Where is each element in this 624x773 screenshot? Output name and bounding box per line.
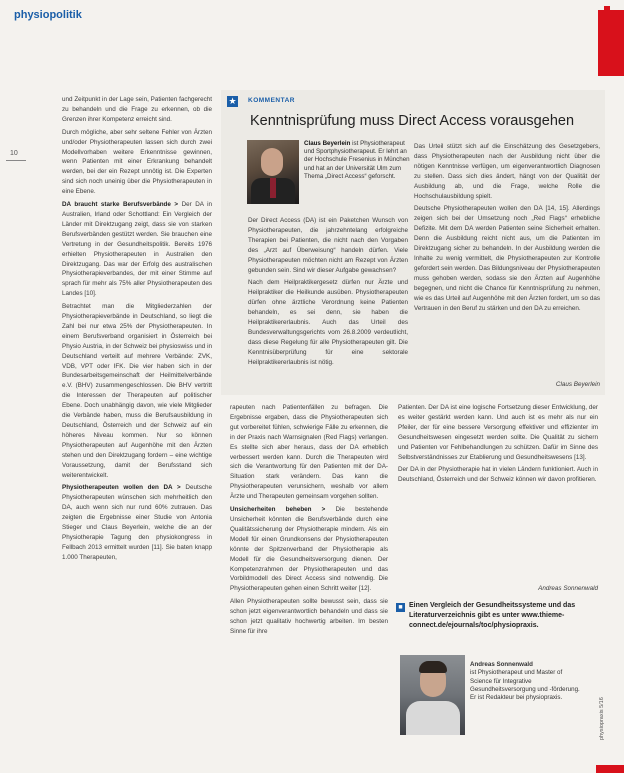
- mid-column: [230, 403, 388, 768]
- page-number-rule: [6, 160, 26, 161]
- paragraph: Nach dem Heilpraktikergesetz dürfen nur Ärzte und Heilpraktiker die Heilkunde ausüben. Physiotherapeuten dürfen ohne ärztliche Verordnung keine Patienten behandeln, es sei denn, sie haben die Heilpraktikererlaubnis. Auch das Urteil des Bundesverwaltungsgerichts vom 26.8.2009 verdeutlicht, dass diese Regelung für alle Physiotherapeuten gilt. Die Kenntnisüberprüfung für eine sektorale Heilpraktikererlaubnis ist nötig.: [248, 279, 408, 366]
- corner-marker: [596, 765, 624, 773]
- commentary-col-1: [248, 216, 408, 388]
- paragraph: Deutsche Physiotherapeuten wollen den DA [14, 15]. Allerdings zeigen sich bei der Umsetzung noch „Red Flags“ erhebliche Defizite. Mit dem DA werden Patienten seine Sicherheit erhalten. Denn die Ausbildung reicht nicht aus, um die Patienten im Direktzugang sicher zu behandeln. In der Ausbildung werden die Inhalte zu wenig vermittelt, die Physiotherapeuten zur Kontrolle gefordert sein werden. Das Bildungsniveau der Physiotherapeuten muss gehoben werden, sodass sie den Ärzten auf Augenhöhe begegnen, und nicht die Chance für Kenntnisprüfung zu nehmen, wie es das Urteil auf Augenhöhe mit den Ärzten fordert, um so das Vertrauen in den Beruf zu stärken und den DA zu erreichen.: [414, 205, 600, 312]
- section-prefix: physio: [14, 9, 50, 21]
- paragraph-heading: DA braucht starke Berufsverbände >: [62, 201, 179, 209]
- author-bio: ist Physiotherapeut und Sportphysiotherapeut. Er lehrt an der Hochschule Fresenius in München und hat an der Universität Ulm zum Thema „Direct Access“ geforscht.: [304, 140, 410, 180]
- paragraph-heading: Unsicherheiten beheben >: [230, 506, 326, 514]
- paragraph: Physiotherapeuten wollen den DA > Deutsche Physiotherapeuten wünschen sich mehrheitlich den DA, auch wenn sich nur rund 60% zutrauen. Das zeigten die Ergebnisse einer Studie von Antonia Stieger und Claus Beyerlein, welche die an der Physiotherapie Tagung den physiokongress in Fellbach 2013 ermittelt wurden [11]. Sie baten knapp 1.000 Therapeuten,: [62, 484, 212, 561]
- author-name: Claus Beyerlein: [304, 140, 351, 147]
- author-photo: [247, 140, 299, 204]
- paragraph: Unsicherheiten beheben > Die bestehende Unsicherheit könnten die Berufsverbände durch eine Qualitätssicherung der Physiotherapie mindern. Als ein Modell für einen Grundkonsens der Physiotherapeuten könnte der Spitzenverband der Physiotherapie als Modell für die Gesundheitsversorgung dienen. Der Kompetenzrahmen der Physiotherapeuten und das Vorbildmodell des Direct Access sind notwendig. Die Physiotherapeuten gehen einen Schritt weiter [12].: [230, 506, 388, 593]
- author2-bio: ist Physiotherapeut und Master of Science für Integrative Gesundheitsversorgung und -förderung. Er ist Redakteur bei physiopraxis.: [470, 669, 580, 702]
- page-number: 10: [10, 150, 18, 157]
- commentary-col-2: [414, 142, 600, 378]
- paragraph-heading: Physiotherapeuten wollen den DA >: [62, 484, 181, 492]
- paragraph: Allen Physiotherapeuten sollte bewusst sein, dass sie schon jetzt eigenverantwortlich behandeln und dass sie schon jetzt qualitativ hochwertig arbeiten. Im besten Sinne für ihre: [230, 598, 388, 635]
- star-icon: ★: [228, 96, 237, 106]
- paragraph: DA braucht starke Berufsverbände > Der DA in Australien, Irland oder Schottland: Ein Vergleich der Länder mit Direktzugang zeigt, dass sie von starken Berufsverbänden gestützt werden. Sie brauchen eine Vertretung in der Gesundheitspolitik. Bereits 1976 erhielten Physiotherapeuten in Australien den Direktzugang. Das war der Erfolg des australischen Physiotherapieverbandes, der mit einer Stimme auf sprach für mehr als 75% aller Physiotherapeuten des Landes [10].: [62, 201, 212, 298]
- left-column: [62, 95, 212, 770]
- section-header: [14, 9, 82, 21]
- brand-logo-bar: [598, 24, 624, 76]
- right-signature: Andreas Sonnenwald: [538, 585, 598, 592]
- right-column: [398, 403, 598, 583]
- commentary-title: Kenntnisprüfung muss Direct Access vorausgehen: [250, 113, 575, 129]
- info-box: [396, 601, 614, 631]
- paragraph: Durch mögliche, aber sehr seltene Fehler von Ärzten und/oder Physiotherapeuten lassen sich durch zwei Modellvorhaben weitere Erkenntnisse gewinnen, wenn Patienten mit einer Erkrankung behandelt werden, bei der ein Rezept unnötig ist. Die Experten sind sich noch uneinig über die Physiotherapeuten in eine Ebene.: [62, 128, 212, 196]
- paragraph: rapeuten nach Patientenfällen zu befragen. Die Ergebnisse ergaben, dass die Physiotherapeuten sich gut vorbereitet fühlen, schwierige Fälle zu erkennen, die in der Praxis nach Warnsignalen (Red Flags) verlangen. Es stellte sich aber heraus, dass der DA erheblich verbessert werden kann. Durch die Therapeuten wird sich die Verantwortung für den Patienten mit der DA-Situation stark verändern. Das kann die Physiotherapeuten verunsichern, weshalb vor allem Ärzte und Therapeuten gemeinsam vorgehen sollten.: [230, 404, 388, 501]
- commentary-label: KOMMENTAR: [248, 97, 295, 104]
- info-text: Einen Vergleich der Gesundheitssysteme und das Literaturverzeichnis gibt es unter www.thieme-connect.de/ejournals/toc/physiopraxis.: [409, 602, 576, 629]
- commentary-signature: Claus Beyerlein: [555, 381, 600, 388]
- info-icon: ■: [396, 603, 405, 612]
- author2-photo: [400, 655, 465, 735]
- paragraph: Betrachtet man die Mitgliederzahlen der Physiotherapieverbände in Deutschland, so liegt die Zahl bei nur etwa 25% der Physiotherapeuten. In einem Berufsverband organisiert in Österreich bei Physio Austria, in der Schweiz bei physioswiss und in Deutschland verteilt auf mehrere Verbände: ZVK, VDB, VPT oder IFK. Die vier haben sich in der Bundesarbeitsgemeinschaft der Heilmittelverbände e.V. (BHV) zusammengeschlossen. Die BHV vertritt die Interessen der Therapeuten auf politischer Ebene. Doch unabhängig davon, wie viele Mitglieder die Verbände haben, muss die Berufsausbildung in Deutschland, Österreich und der Schweiz auf ein höheres Niveau kommen. Nur so können Physiotherapeuten auf Augenhöhe mit den Ärzten stehen und den Direktzugang fordern – eine wichtige Voraussetzung, damit der Berufsstand sich weiterentwickelt.: [62, 303, 212, 479]
- paragraph: Der Direct Access (DA) ist ein Paketchen Wunsch von Physiotherapeuten, die jahrzehntelang erfolgreiche Therapien bei Patienten, die nicht nach den Vorgaben des „Arzt auf Überweisung“ handeln dürfen. Viele Physiotherapeuten möchten nicht am Rezept von Ärzten gebunden sein. Sind wir dieser Aufgabe gewachsen?: [248, 217, 408, 274]
- paragraph: Der DA in der Physiotherapie hat in vielen Ländern funktioniert. Auch in Deutschland, Österreich und der Schweiz können wir davon profitieren.: [398, 466, 598, 484]
- section-name: politik: [49, 9, 82, 21]
- brand-logo-icon: [584, 6, 624, 24]
- author-caption: [304, 140, 410, 181]
- paragraph: Das Urteil stützt sich auf die Einschätzung des Gesetzgebers, dass Physiotherapeuten nach der Ausbildung nicht über die nötigen Kenntnisse verfügen, um eigenverantwortlich Diagnosen zu stellen. Dass sich dies ändert, hängt von der Qualität der Ausbildung ab, und die Frage, welche Rolle die Hochschulausbildung spielt.: [414, 143, 600, 200]
- issue-side-text: physiopraxis 5/16: [599, 697, 605, 740]
- paragraph: und Zeitpunkt in der Lage sein, Patienten fachgerecht zu behandeln und die Frage zu erkennen, ob die Grenzen ihrer Kompetenz erreicht sind.: [62, 96, 212, 123]
- author2-name: Andreas Sonnenwald: [470, 661, 533, 668]
- author2-caption: [470, 661, 580, 702]
- paragraph: Patienten. Der DA ist eine logische Fortsetzung dieser Entwicklung, der es weiter gestärkt werden kann. Und auch ist es mehr als nur ein Pfeiler, der für eine bessere Versorgung effektiver und effizienter im Gesundheitswesen eingesetzt werden sollte. Die Qualität zu sichern und Patienten vor Fehlbehandlungen zu schützen. Dafür im Sinne des Selbstverständnisses zur Etablierung und Gesundheitswesens [13].: [398, 404, 598, 461]
